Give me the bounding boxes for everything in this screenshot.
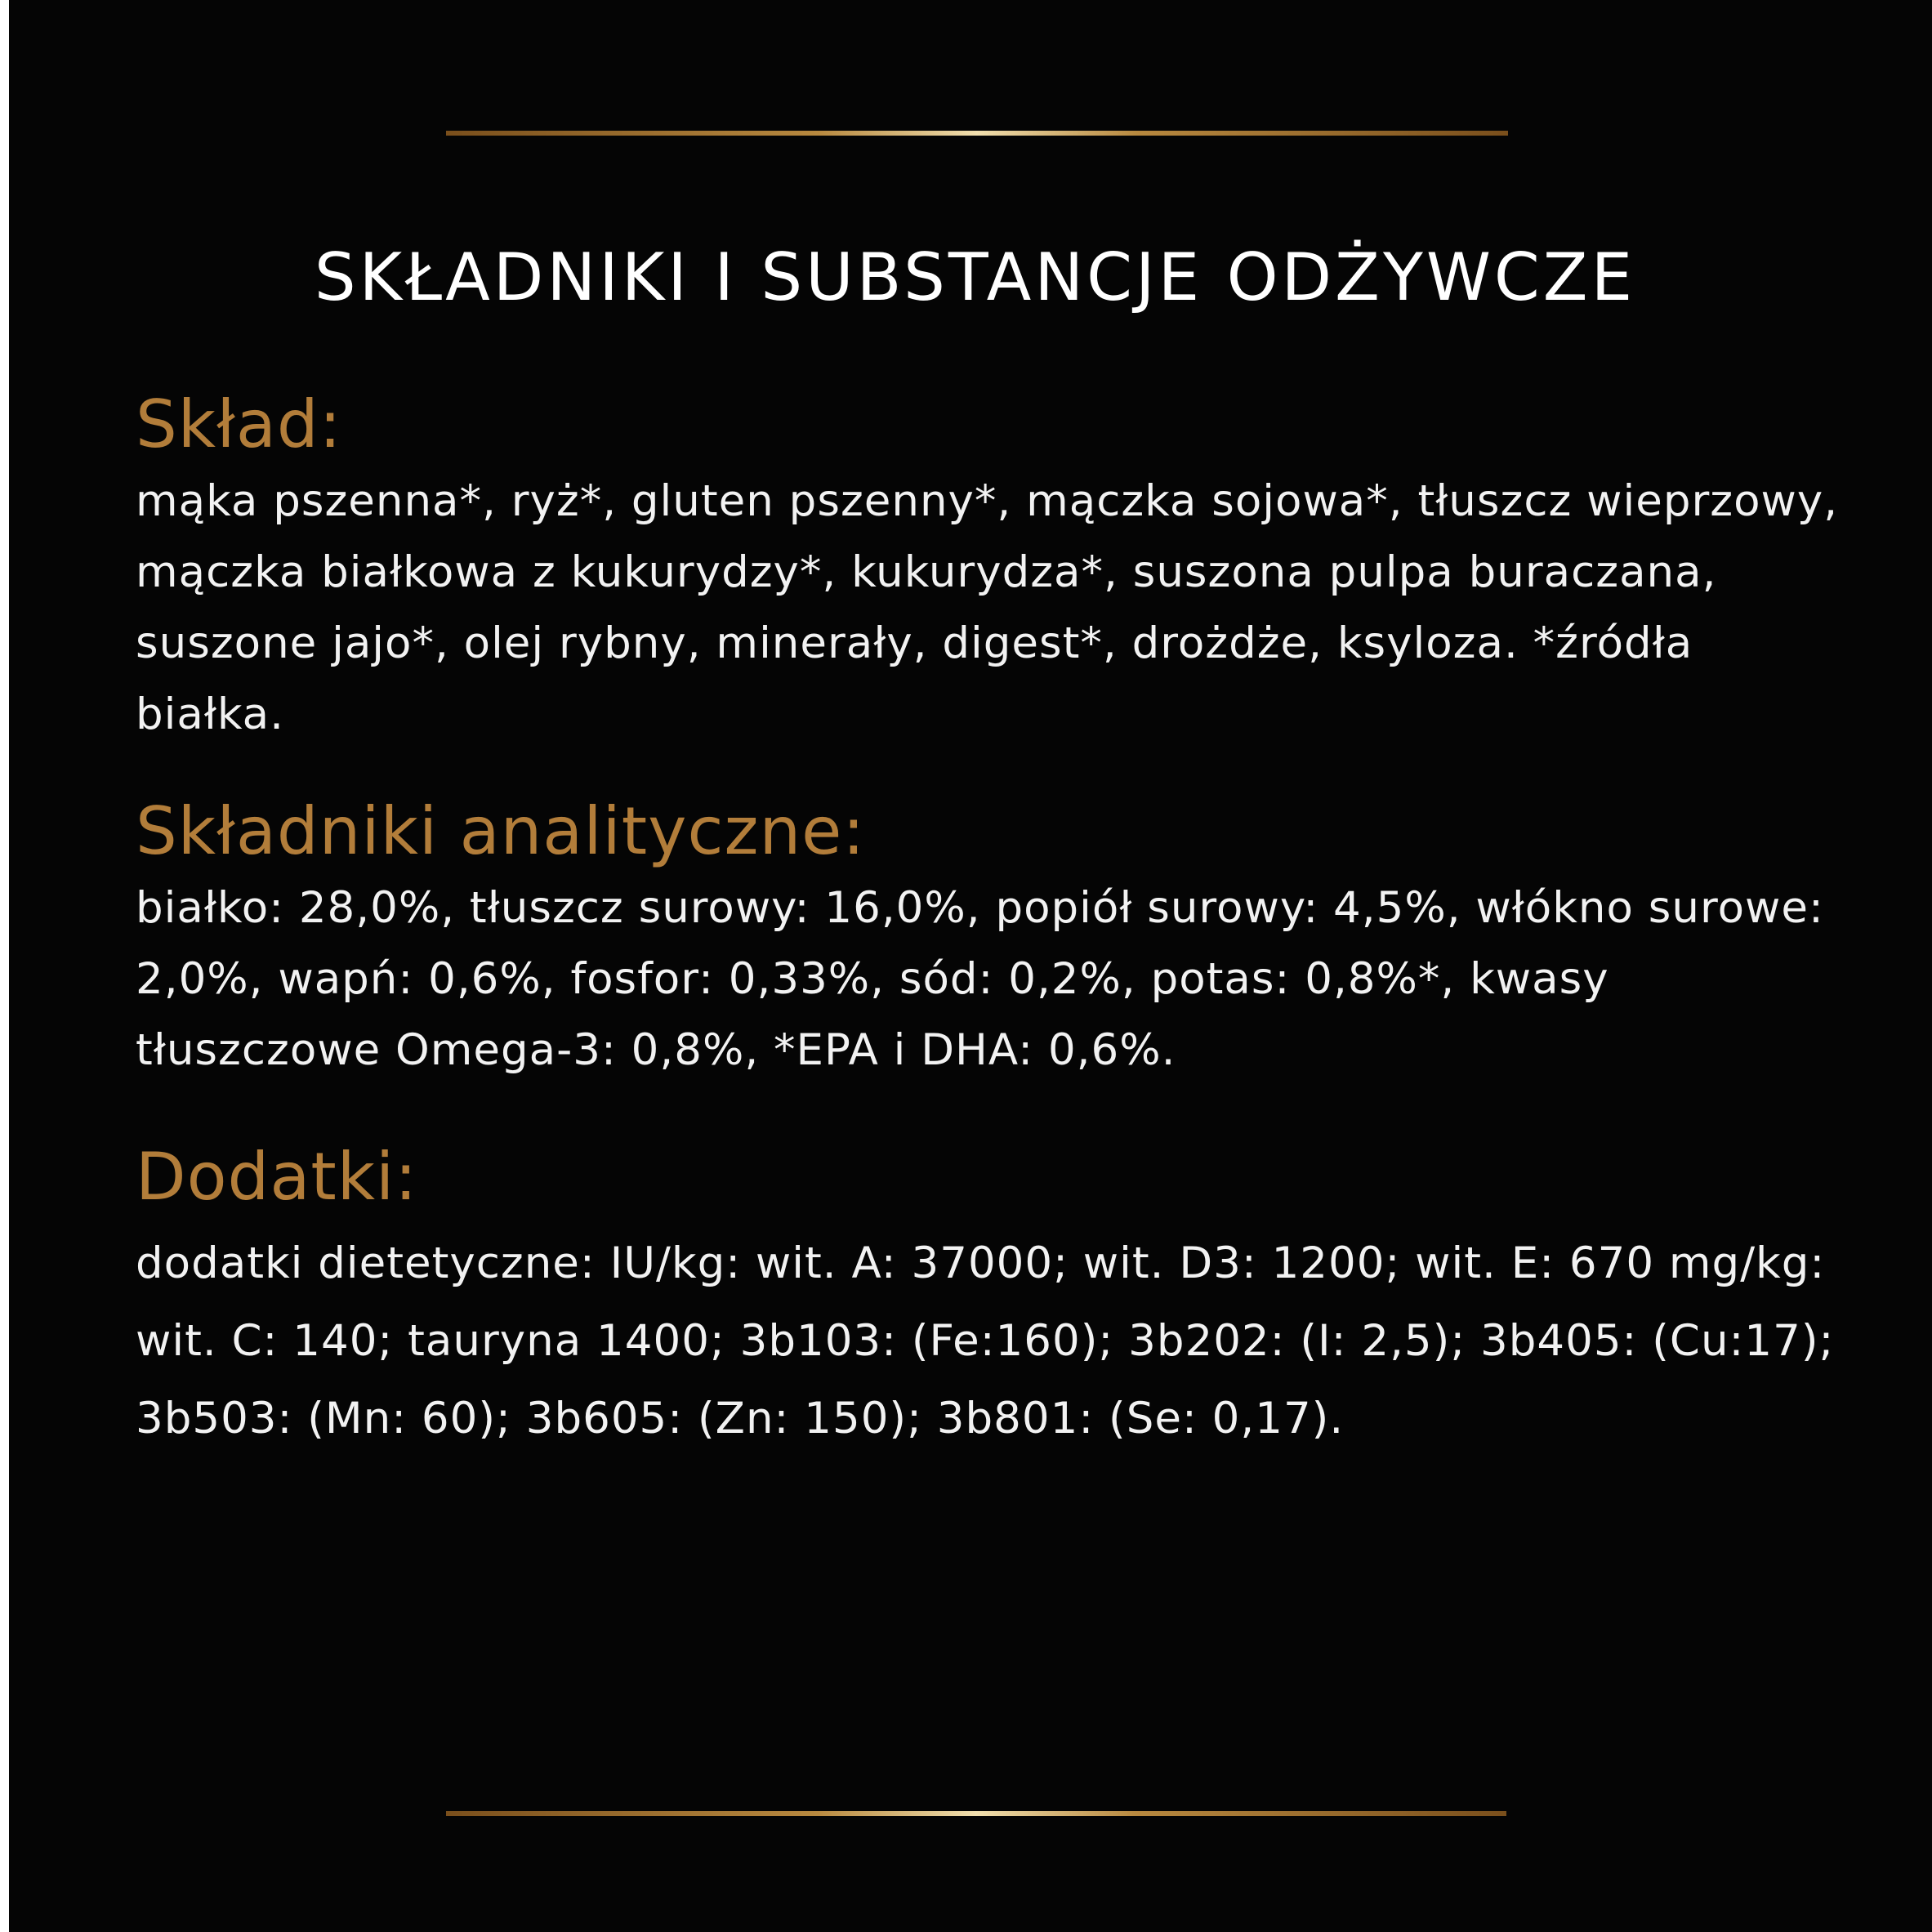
content-area (136, 384, 1843, 1457)
analytical-text: białko: 28,0%, tłuszcz surowy: 16,0%, popiół surowy: 4,5%, włókno surowe: 2,0%, wapń: 0,6%, fosfor: 0,33%, sód: 0,2%, potas: 0,8%*, kwasy tłuszczowe Omega-3: 0,8%, *EPA i DHA: 0,6%. (136, 883, 1824, 1075)
page-title: SKŁADNIKI I SUBSTANCJE ODŻYWCZE (314, 239, 1636, 315)
composition-section (136, 384, 1843, 750)
composition-heading: Skład: (136, 386, 342, 462)
additives-heading: Dodatki: (136, 1139, 418, 1215)
analytical-heading: Składniki analityczne: (136, 793, 866, 869)
additives-text: dodatki dietetyczne: IU/kg: wit. A: 37000; wit. D3: 1200; wit. E: 670 mg/kg: wit. C: 140; tauryna 1400; 3b103: (Fe:160); 3b202: (I: 2,5); 3b405: (Cu:17); 3b503: (Mn: 60); 3b605: (Zn: 150); 3b801: (Se: 0,17). (136, 1238, 1835, 1443)
additives-section (136, 1136, 1843, 1457)
bottom-gold-divider (446, 1811, 1506, 1816)
composition-text: mąka pszenna*, ryż*, gluten pszenny*, mączka sojowa*, tłuszcz wieprzowy, mączka białkowa z kukurydzy*, kukurydza*, suszona pulpa buraczana, suszone jajo*, olej rybny, minerały, digest*, drożdże, ksyloza. *źródła białka. (136, 476, 1839, 739)
top-gold-divider (446, 131, 1508, 136)
analytical-section (136, 791, 1843, 1086)
ingredients-panel (9, 0, 1932, 1932)
